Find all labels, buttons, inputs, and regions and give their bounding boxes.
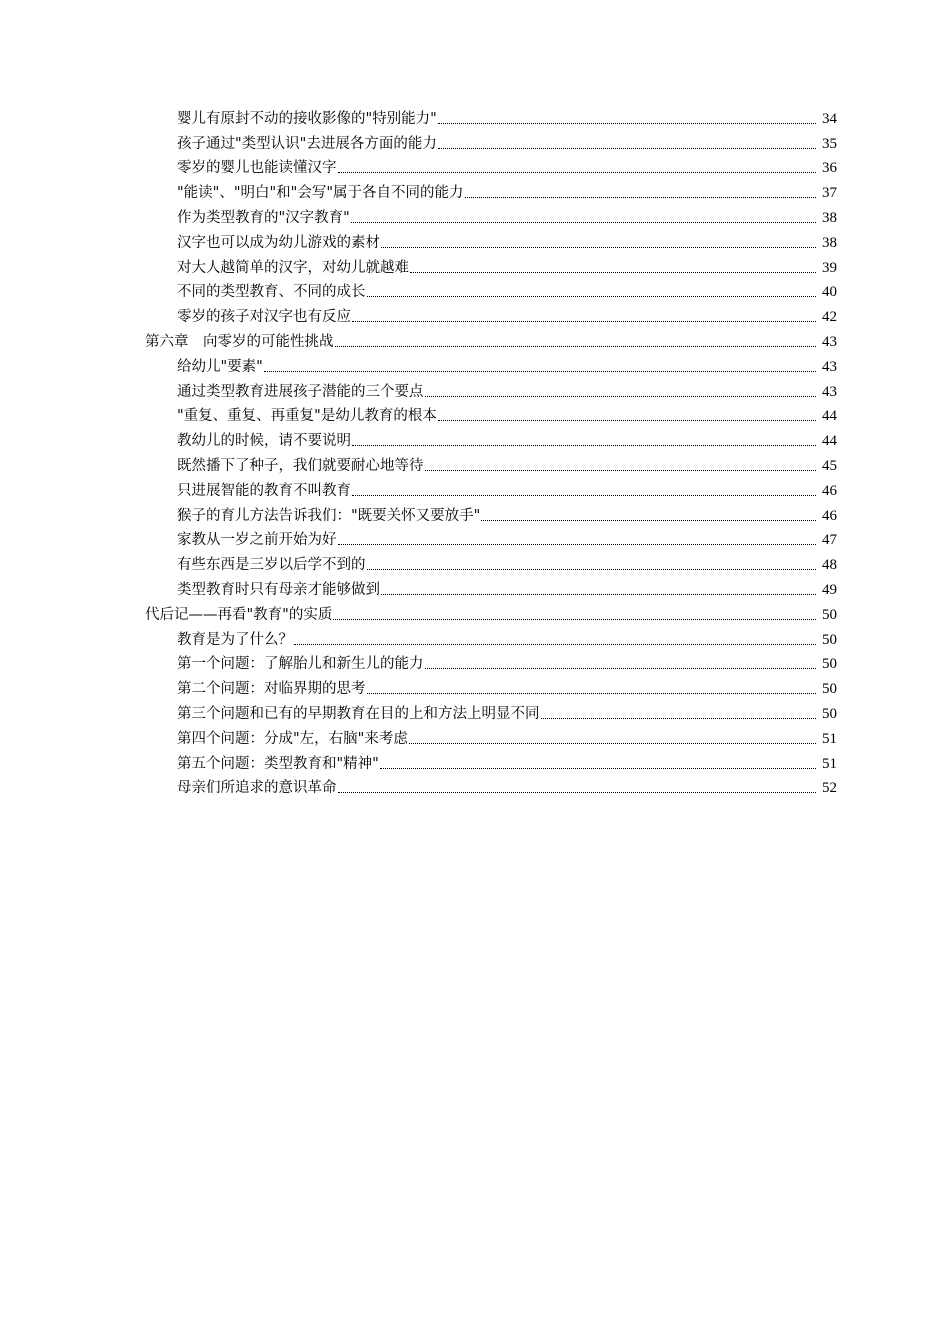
toc-entry[interactable] — [0, 550, 950, 575]
toc-entry[interactable] — [0, 575, 950, 600]
dot-leader — [425, 469, 817, 471]
toc-entry[interactable] — [0, 650, 950, 675]
toc-entry[interactable] — [0, 253, 950, 278]
toc-entry-title: 婴儿有原封不动的接收影像的"特别能力" — [177, 110, 437, 127]
dot-leader — [352, 494, 816, 496]
toc-entry-page: 48 — [822, 557, 837, 574]
dot-leader — [425, 395, 817, 397]
dot-leader — [367, 692, 817, 694]
dot-leader — [338, 791, 817, 793]
toc-entry-page: 43 — [822, 333, 837, 350]
toc-entry-page: 38 — [822, 209, 837, 226]
toc-entry[interactable] — [0, 154, 950, 179]
toc-entry-title: 教幼儿的时候，请不要说明 — [177, 433, 351, 450]
toc-entry-title: 对大人越简单的汉字，对幼儿就越难 — [177, 259, 409, 276]
toc-entry-page: 50 — [822, 631, 837, 648]
toc-entry[interactable] — [0, 526, 950, 551]
toc-entry[interactable] — [0, 104, 950, 129]
toc-entry[interactable] — [0, 302, 950, 327]
dot-leader — [380, 767, 816, 769]
toc-entry-page: 35 — [822, 135, 837, 152]
toc-entry[interactable] — [0, 724, 950, 749]
dot-leader — [425, 667, 817, 669]
toc-entry-title: 零岁的孩子对汉字也有反应 — [177, 309, 351, 326]
dot-leader — [381, 593, 816, 595]
toc-entry[interactable] — [0, 674, 950, 699]
toc-entry-title: 代后记——再看"教育"的实质 — [145, 606, 333, 623]
toc-entry[interactable] — [0, 476, 950, 501]
toc-entry-title: 给幼儿"要素" — [177, 358, 263, 375]
toc-entry[interactable] — [0, 129, 950, 154]
toc-entry-page: 39 — [822, 259, 837, 276]
dot-leader — [541, 717, 817, 719]
toc-entry-title: 汉字也可以成为幼儿游戏的素材 — [177, 234, 380, 251]
dot-leader — [294, 643, 816, 645]
toc-entry[interactable] — [0, 377, 950, 402]
toc-entry-title: 作为类型教育的"汉字教育" — [177, 209, 350, 226]
toc-entry-page: 37 — [822, 185, 837, 202]
toc-entry-title: 只进展智能的教育不叫教育 — [177, 482, 351, 499]
toc-entry-page: 43 — [822, 383, 837, 400]
dot-leader — [438, 147, 816, 149]
toc-entry-title: 通过类型教育进展孩子潜能的三个要点 — [177, 383, 424, 400]
toc-entry-page: 36 — [822, 160, 837, 177]
dot-leader — [438, 419, 816, 421]
dot-leader — [367, 295, 817, 297]
dot-leader — [381, 246, 816, 248]
toc-entry[interactable] — [0, 501, 950, 526]
toc-entry-page: 43 — [822, 358, 837, 375]
toc-entry-title: 有些东西是三岁以后学不到的 — [177, 557, 366, 574]
toc-entry-page: 45 — [822, 457, 837, 474]
toc-entry-page: 50 — [822, 656, 837, 673]
toc-entry-title: 家教从一岁之前开始为好 — [177, 532, 337, 549]
toc-entry-title: 第五个问题：类型教育和"精神" — [177, 755, 379, 772]
toc-entry[interactable] — [0, 178, 950, 203]
dot-leader — [409, 742, 816, 744]
toc-entry-page: 46 — [822, 507, 837, 524]
toc-entry-page: 50 — [822, 705, 837, 722]
toc-entry-page: 51 — [822, 755, 837, 772]
toc-entry-title: 不同的类型教育、不同的成长 — [177, 284, 366, 301]
dot-leader — [465, 196, 816, 198]
toc-entry-title: 第一个问题：了解胎儿和新生儿的能力 — [177, 656, 424, 673]
toc-entry-page: 42 — [822, 309, 837, 326]
dot-leader — [338, 171, 817, 173]
toc-entry[interactable] — [0, 774, 950, 799]
toc-entry[interactable] — [0, 451, 950, 476]
toc-entry-page: 52 — [822, 780, 837, 797]
toc-entry-page: 40 — [822, 284, 837, 301]
toc-entry-page: 47 — [822, 532, 837, 549]
dot-leader — [264, 370, 816, 372]
dot-leader — [352, 444, 816, 446]
dot-leader — [481, 519, 816, 521]
toc-entry[interactable] — [0, 749, 950, 774]
toc-entry-page: 46 — [822, 482, 837, 499]
toc-entry-title: 零岁的婴儿也能读懂汉字 — [177, 160, 337, 177]
toc-entry[interactable] — [0, 426, 950, 451]
toc-entry-title: 第二个问题：对临界期的思考 — [177, 681, 366, 698]
dot-leader — [438, 122, 816, 124]
dot-leader — [367, 568, 817, 570]
toc-entry-page: 49 — [822, 581, 837, 598]
table-of-contents — [0, 104, 950, 798]
toc-entry-title: 第六章 向零岁的可能性挑战 — [145, 333, 334, 350]
toc-entry-title: "重复、重复、再重复"是幼儿教育的根本 — [177, 408, 437, 425]
toc-chapter-entry[interactable] — [0, 600, 950, 625]
toc-entry-page: 51 — [822, 730, 837, 747]
dot-leader — [333, 618, 816, 620]
toc-entry-page: 34 — [822, 110, 837, 127]
toc-entry-page: 50 — [822, 606, 837, 623]
dot-leader — [338, 543, 817, 545]
toc-entry-title: 类型教育时只有母亲才能够做到 — [177, 581, 380, 598]
toc-entry-page: 38 — [822, 234, 837, 251]
toc-entry[interactable] — [0, 203, 950, 228]
toc-entry-title: 母亲们所追求的意识革命 — [177, 780, 337, 797]
toc-chapter-entry[interactable] — [0, 327, 950, 352]
toc-entry-title: "能读"、"明白"和"会写"属于各自不同的能力 — [177, 185, 464, 202]
toc-entry[interactable] — [0, 352, 950, 377]
toc-entry-title: 既然播下了种子，我们就要耐心地等待 — [177, 457, 424, 474]
toc-entry-page: 44 — [822, 433, 837, 450]
dot-leader — [352, 320, 816, 322]
dot-leader — [351, 221, 816, 223]
toc-entry-title: 教育是为了什么？ — [177, 631, 293, 648]
toc-entry[interactable] — [0, 228, 950, 253]
toc-entry-page: 50 — [822, 681, 837, 698]
toc-entry[interactable] — [0, 625, 950, 650]
toc-entry[interactable] — [0, 278, 950, 303]
toc-entry-page: 44 — [822, 408, 837, 425]
toc-entry[interactable] — [0, 699, 950, 724]
dot-leader — [410, 271, 816, 273]
toc-entry-title: 第四个问题：分成"左，右脑"来考虑 — [177, 730, 408, 747]
dot-leader — [335, 345, 817, 347]
toc-entry-title: 孩子通过"类型认识"去进展各方面的能力 — [177, 135, 437, 152]
toc-entry-title: 猴子的育儿方法告诉我们："既要关怀又要放手" — [177, 507, 481, 524]
toc-entry-title: 第三个问题和已有的早期教育在目的上和方法上明显不同 — [177, 705, 540, 722]
toc-entry[interactable] — [0, 402, 950, 427]
